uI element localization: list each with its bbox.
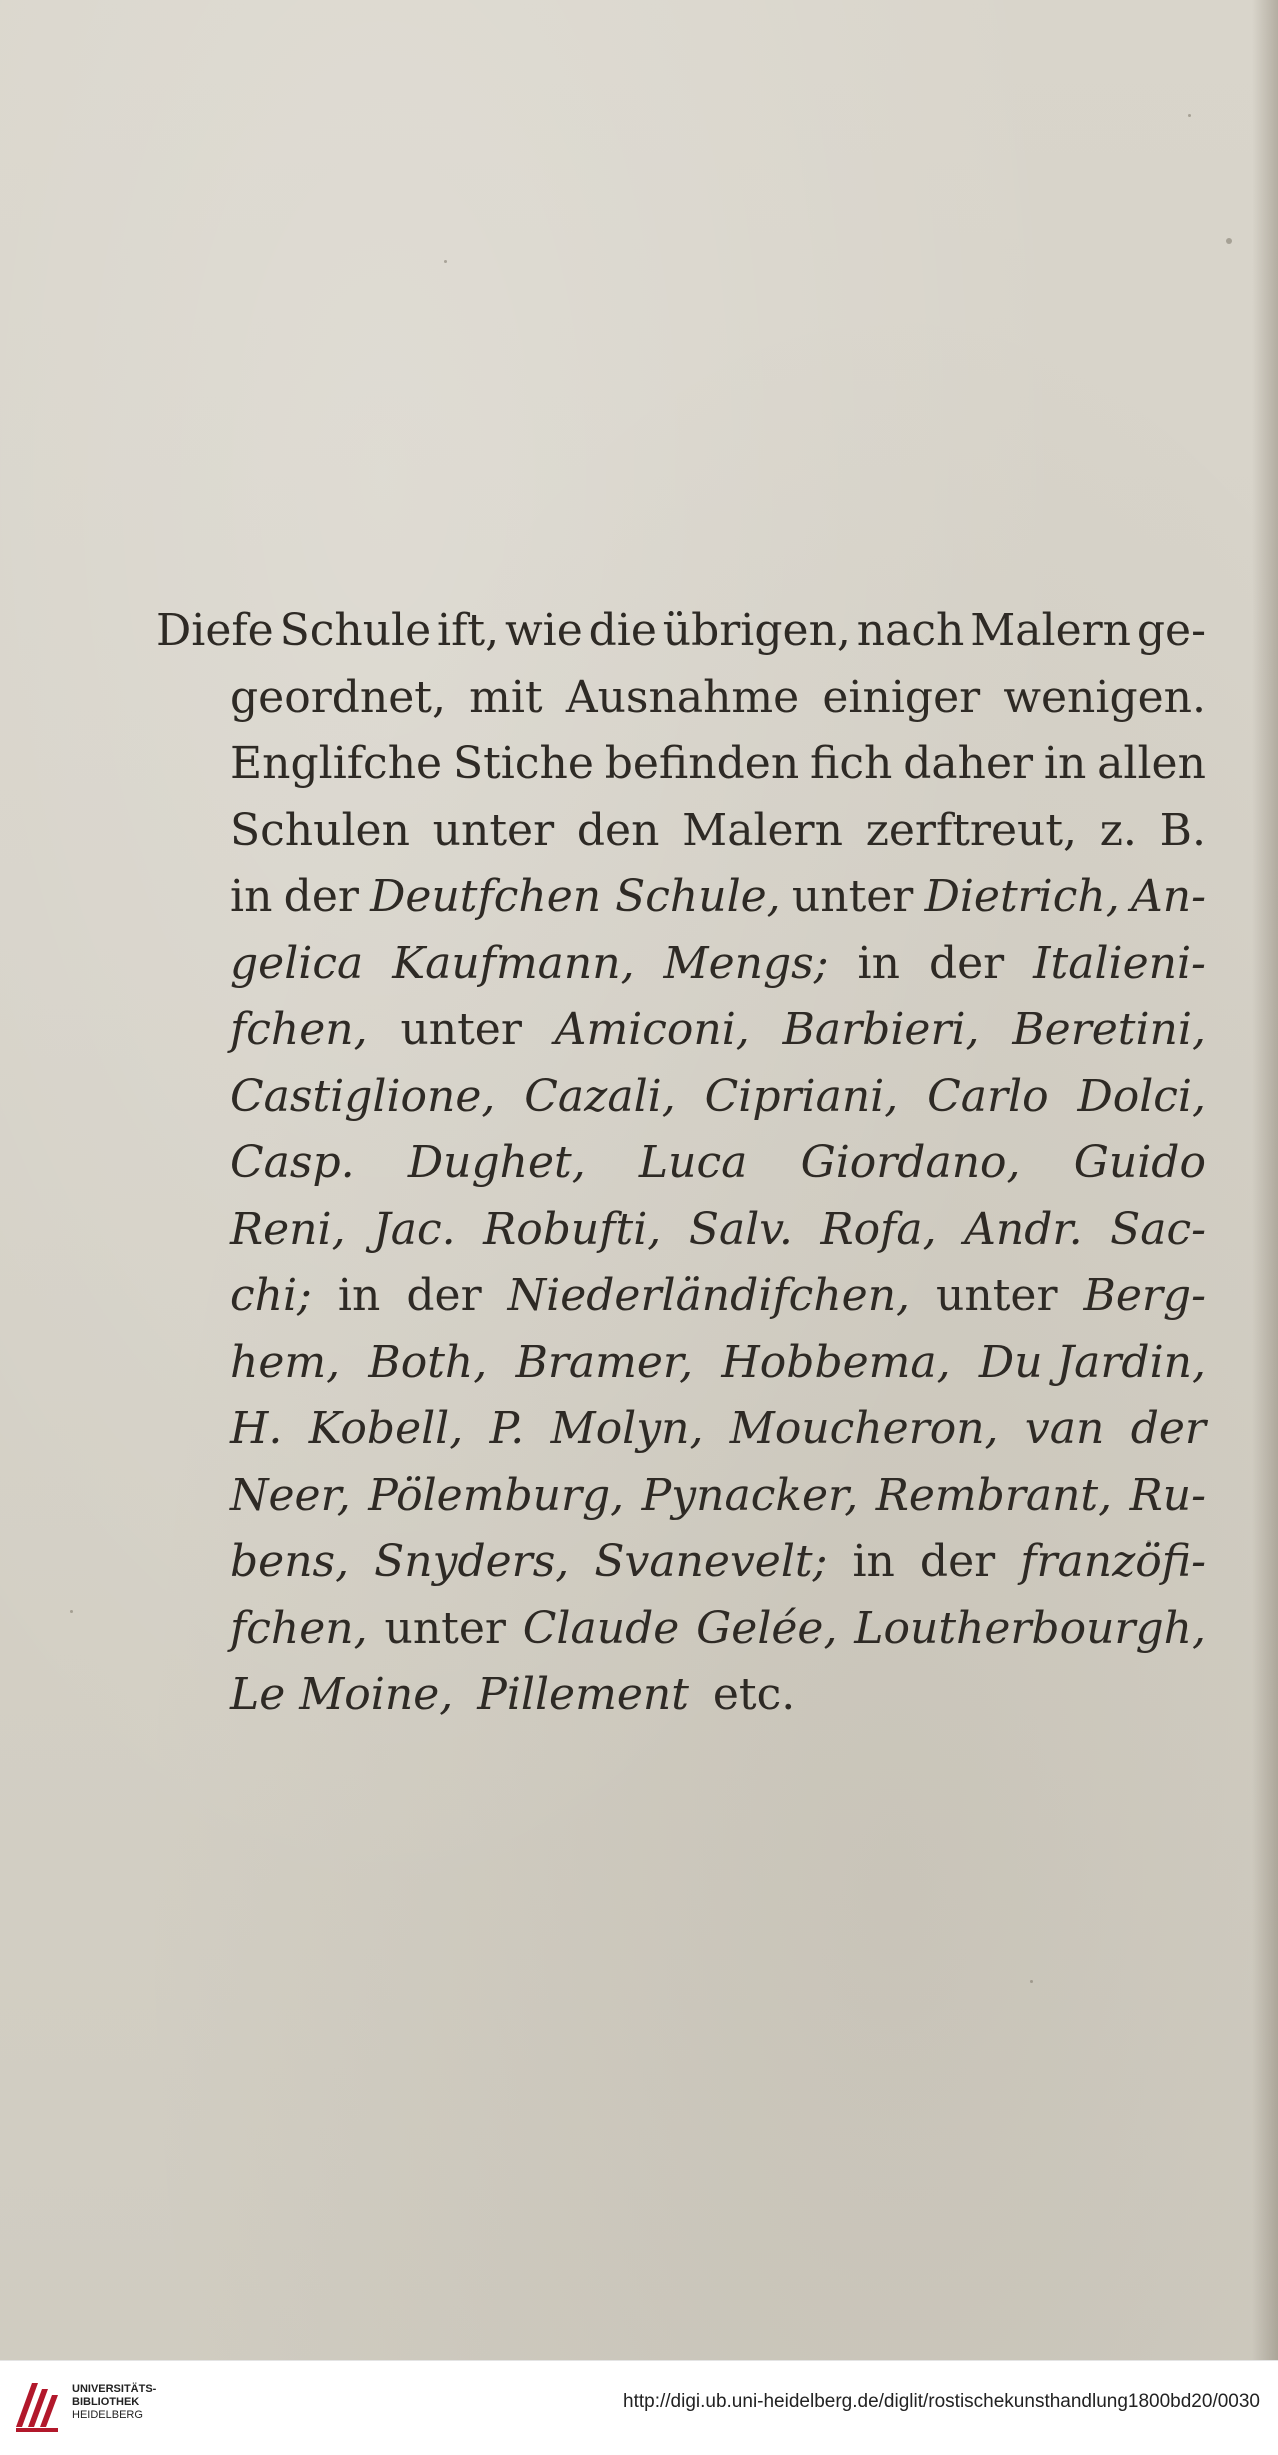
word-italic: Du Jardin, bbox=[978, 1336, 1206, 1388]
word-italic: Cazali, bbox=[524, 1070, 676, 1122]
word-italic: Dietrich, bbox=[924, 871, 1120, 922]
text-line bbox=[230, 1130, 1206, 1197]
word: Englifche bbox=[230, 738, 443, 789]
word-italic: franzöfi- bbox=[1020, 1536, 1206, 1587]
word-italic: Rofa, bbox=[820, 1203, 937, 1255]
word-italic: P. bbox=[489, 1403, 525, 1454]
word-italic: Salv. bbox=[688, 1203, 793, 1255]
word-italic: An- bbox=[1130, 871, 1206, 922]
permalink-url[interactable]: http://digi.ub.uni-heidelberg.de/diglit/rostischekunsthandlung1800bd20/0030 bbox=[623, 2391, 1260, 2412]
text-line bbox=[156, 598, 1206, 665]
word: nach bbox=[856, 605, 965, 656]
word-italic: gelica bbox=[230, 937, 364, 989]
text-line bbox=[230, 1396, 1206, 1463]
word: Schule bbox=[279, 605, 432, 656]
word-italic: Dughet, bbox=[407, 1137, 586, 1188]
word: allen bbox=[1097, 738, 1206, 789]
word-italic: Sac- bbox=[1110, 1203, 1206, 1255]
word: unter bbox=[432, 804, 555, 856]
word: ge- bbox=[1136, 605, 1206, 656]
text-line bbox=[230, 798, 1206, 865]
word-italic: fchen, bbox=[230, 1602, 368, 1654]
text-line bbox=[230, 1263, 1206, 1330]
word: z. bbox=[1099, 804, 1137, 856]
word: der bbox=[406, 1270, 482, 1321]
word-italic: Guido bbox=[1073, 1137, 1206, 1188]
text-line bbox=[230, 1596, 1206, 1663]
word: ift, bbox=[437, 605, 500, 656]
word-italic: Italieni- bbox=[1033, 937, 1206, 989]
word-italic: Luca bbox=[638, 1137, 748, 1188]
text-line bbox=[230, 864, 1206, 931]
word-italic: Castiglione, bbox=[230, 1070, 496, 1122]
word-italic: Pillement bbox=[477, 1669, 689, 1720]
word-italic: Barbieri, bbox=[782, 1004, 980, 1055]
word-italic: Andr. bbox=[964, 1203, 1083, 1255]
word: der bbox=[283, 871, 359, 922]
word-italic: Amiconi, bbox=[554, 1004, 750, 1055]
word: Ausnahme bbox=[565, 671, 800, 723]
word: einiger bbox=[822, 671, 981, 723]
word: unter bbox=[791, 871, 914, 922]
word-italic: chi; bbox=[230, 1270, 312, 1321]
word-italic: Robufti, bbox=[483, 1203, 662, 1255]
word-italic: Pölemburg, bbox=[368, 1469, 625, 1521]
word-italic: Ru- bbox=[1129, 1469, 1206, 1521]
word: der bbox=[919, 1536, 996, 1587]
word-italic: Claude bbox=[522, 1602, 680, 1654]
word-italic: Kaufmann, bbox=[392, 937, 635, 989]
word-italic: Neer, bbox=[230, 1469, 351, 1521]
word: in bbox=[852, 1536, 895, 1587]
word: wie bbox=[504, 605, 583, 656]
word: die bbox=[588, 605, 657, 656]
word: in bbox=[857, 937, 900, 989]
word-italic: Beretini, bbox=[1012, 1004, 1206, 1055]
word-italic: Both, bbox=[368, 1336, 488, 1388]
library-name bbox=[72, 2383, 156, 2422]
word: Diefe bbox=[156, 605, 274, 656]
word-italic: der bbox=[1130, 1403, 1206, 1454]
library-name-line2: BIBLIOTHEK bbox=[72, 2396, 140, 2408]
word: Stiche bbox=[452, 738, 594, 789]
paper-speck bbox=[1226, 238, 1232, 244]
text-line bbox=[230, 1197, 1206, 1264]
word-italic: bens, bbox=[230, 1536, 350, 1587]
word-italic: Kobell, bbox=[308, 1403, 464, 1454]
word-italic: Rembrant, bbox=[875, 1469, 1113, 1521]
text-line bbox=[230, 731, 1206, 798]
word-italic: Moucheron, bbox=[729, 1403, 999, 1454]
text-line bbox=[230, 665, 1206, 732]
word-italic: Jac. bbox=[373, 1203, 456, 1255]
text-line bbox=[230, 1463, 1206, 1530]
text-line bbox=[230, 1064, 1206, 1131]
word-italic: Carlo bbox=[927, 1070, 1049, 1122]
library-name-line1: UNIVERSITÄTS- bbox=[72, 2383, 157, 2395]
word-italic: Cipriani, bbox=[704, 1070, 899, 1122]
word: den bbox=[576, 804, 660, 856]
word: fich bbox=[810, 738, 893, 789]
word-italic: Molyn, bbox=[550, 1403, 704, 1454]
word: mit bbox=[469, 671, 543, 723]
word: unter bbox=[384, 1602, 506, 1654]
word: Malern bbox=[970, 605, 1131, 656]
word: in bbox=[1043, 738, 1087, 789]
word: geordnet, bbox=[230, 671, 446, 723]
word-italic: Deutfchen Schule, bbox=[370, 871, 781, 922]
viewer-footer bbox=[0, 2360, 1278, 2455]
word-italic: Pynacker, bbox=[641, 1469, 859, 1521]
word-italic: Bramer, bbox=[515, 1336, 694, 1388]
word: unter bbox=[936, 1270, 1058, 1321]
word: Malern bbox=[682, 804, 843, 856]
word-italic: Mengs; bbox=[663, 937, 829, 989]
word: wenigen. bbox=[1003, 671, 1206, 723]
word-italic: Reni, bbox=[230, 1203, 346, 1255]
word: zerftreut, bbox=[865, 804, 1077, 856]
word-italic: Svanevelt; bbox=[594, 1536, 828, 1587]
word: übrigen, bbox=[662, 605, 851, 656]
word-italic: Berg- bbox=[1083, 1270, 1206, 1321]
paper-speck bbox=[1188, 114, 1191, 117]
word-italic: Casp. bbox=[230, 1137, 355, 1188]
paper-speck bbox=[70, 1610, 73, 1613]
body-paragraph bbox=[156, 598, 1206, 1729]
word-italic: Loutherbourgh, bbox=[854, 1602, 1206, 1654]
word-italic: Niederländifchen, bbox=[507, 1270, 911, 1321]
word: der bbox=[928, 937, 1005, 989]
paper-speck bbox=[444, 260, 447, 263]
text-line bbox=[230, 997, 1206, 1064]
word-italic: van bbox=[1024, 1403, 1105, 1454]
word: in bbox=[337, 1270, 381, 1321]
text-line bbox=[230, 931, 1206, 998]
word-italic: hem, bbox=[230, 1336, 341, 1388]
word-italic: Gelée, bbox=[696, 1602, 838, 1654]
word: daher bbox=[903, 738, 1034, 789]
word: etc. bbox=[712, 1669, 796, 1720]
word: Schulen bbox=[230, 804, 410, 856]
word-italic: Dolci, bbox=[1077, 1070, 1206, 1122]
text-line bbox=[230, 1662, 1206, 1729]
paper-speck bbox=[1030, 1980, 1033, 1983]
text-line bbox=[230, 1330, 1206, 1397]
university-library-logo-icon bbox=[12, 2375, 64, 2435]
word-italic: Hobbema, bbox=[721, 1336, 951, 1388]
word-italic: Giordano, bbox=[800, 1137, 1021, 1188]
page-edge-shadow bbox=[1252, 0, 1278, 2360]
word: in bbox=[230, 871, 273, 922]
word-italic: fchen, bbox=[230, 1004, 368, 1055]
word-italic: Le Moine, bbox=[230, 1669, 454, 1720]
text-line bbox=[230, 1529, 1206, 1596]
word-italic: Snyders, bbox=[374, 1536, 570, 1587]
word-italic: H. bbox=[230, 1403, 283, 1454]
word: unter bbox=[400, 1004, 522, 1055]
word: B. bbox=[1159, 804, 1206, 856]
word: befinden bbox=[604, 738, 800, 789]
library-name-line3: HEIDELBERG bbox=[72, 2409, 143, 2421]
